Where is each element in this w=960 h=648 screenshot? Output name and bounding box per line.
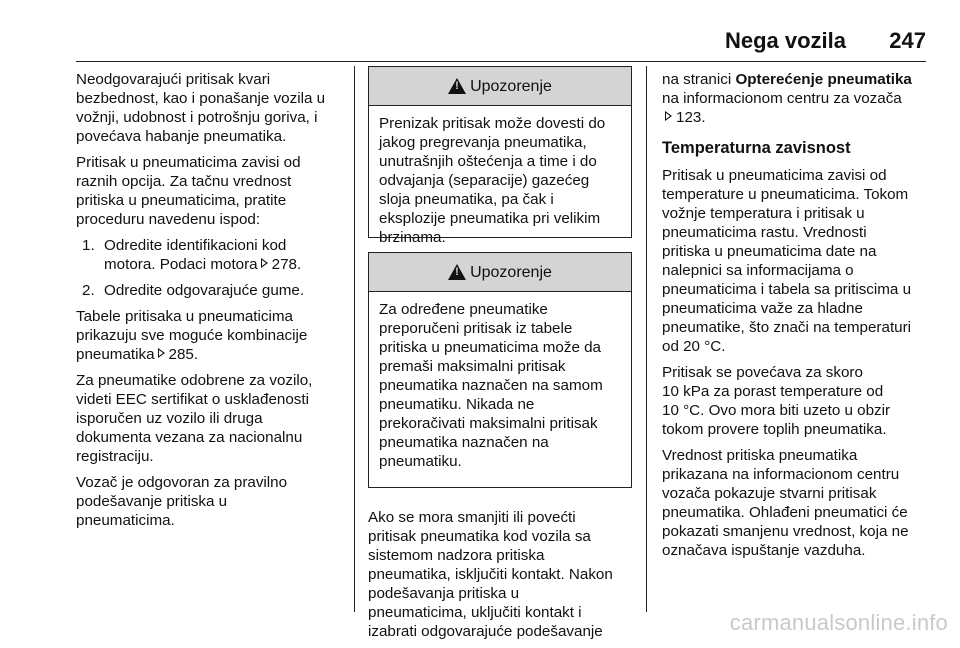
list-item (76, 281, 348, 300)
list-item (76, 236, 348, 274)
reference-arrow-icon (158, 348, 165, 358)
warning-text: Prenizak pritisak može dovesti do jakog pregrevanja pneumatika, unutrašnjih oštećenja a time i do odvajanja (separacije) gazećeg sloja pneumatika, pa čak i eksplozije pneumatika pri velikim brzinama. (379, 115, 606, 246)
paragraph-pressure-tables: Tabele pritisaka u pneumaticima prikazuju sve moguće kombinacije pneumatika 285. (76, 308, 308, 363)
step-text: Odredite identifikacioni kod motora. Podaci motora (104, 237, 287, 273)
paragraph-adjust-pressure: Ako se mora smanjiti ili povećti pritisak pneumatika kod vozila sa sistemom nadzora pritiska pneumatika, isključiti kontakt. Nakon podešavanja pritiska u pneumaticima, uključiti kontakt i izabrati odgovarajuće podešavanje (368, 509, 613, 640)
paragraph-tire-pressure-safety: Neodgovarajući pritisak kvari bezbednost, kao i ponašanje vozila u vožnji, udobnost i potrošnju goriva, i povećava habanje pneumatika. (76, 71, 326, 145)
driver-info-page-link[interactable]: 123. (676, 109, 706, 126)
column-left (76, 70, 348, 537)
reference-arrow-icon (665, 111, 672, 121)
paragraph-tire-load-page: na stranici Opterećenje pneumatika na informacionom centru za vozača 123. (662, 71, 912, 126)
reference-arrow-icon (261, 258, 268, 268)
warning-title: Upozorenje (470, 263, 552, 281)
paragraph-eec-certificate: Za pneumatike odobrene za vozilo, videti EEC sertifikat o usklađenosti isporučen uz vozilo ili druga dokumenta vezana za nacionalnu registraciju. (76, 372, 313, 465)
step-number: 2. (82, 282, 95, 299)
page-number: 247 (889, 28, 926, 53)
page-header (76, 22, 926, 62)
warning-triangle-icon (448, 78, 466, 94)
warning-header (369, 253, 631, 292)
tire-pressure-page-link[interactable]: 285. (168, 346, 199, 363)
warning-box-max-pressure (368, 252, 632, 488)
warning-box-low-pressure (368, 66, 632, 246)
column-right (662, 70, 932, 567)
column-divider-1 (354, 66, 355, 612)
paragraph-temperature-dependence: Pritisak u pneumaticima zavisi od temperature u pneumaticima. Tokom vožnje temperatura i pritisak u pneumaticima rastu. Vrednosti pritiska u pneumaticima date na nalepnici sa informacijama o pneumaticima i tabela sa pritiscima u pneumaticima važe za hladne pneumatike, što znači na temperaturi od 20 °C. (662, 167, 912, 355)
watermark: carmanualsonline.info (729, 610, 948, 635)
warning-triangle-icon (448, 264, 466, 280)
page-title: Nega vozila (724, 28, 846, 53)
column-divider-2 (646, 66, 647, 612)
warning-text: Za određene pneumatike preporučeni pritisak iz tabele pritiska u pneumaticima može da premaši maksimalni pritisak pneumatika naznačen na samom pneumatiku. Nikada ne prekoračivati maksimalni pritisak pneumatika naznačen na pneumatiku. (379, 301, 603, 470)
engine-data-page-link[interactable]: 278. (271, 256, 302, 273)
section-heading: Temperaturna zavisnost (662, 139, 851, 157)
paragraph-displayed-pressure: Vrednost pritiska pneumatika prikazana na informacionom centru vozača pokazuje stvarni pritisak pneumatika. Ohlađeni pneumatici će pokazati smanjenu vrednost, koja ne označava ispuštanje vazduha. (662, 447, 909, 559)
step-text: Odredite odgovarajuće gume. (104, 282, 305, 299)
paragraph-pressure-depends: Pritisak u pneumaticima zavisi od raznih opcija. Za tačnu vrednost pritiska u pneumaticima, pratite proceduru navedenu ispod: (76, 154, 301, 228)
header-rule (76, 61, 926, 62)
column-middle (368, 66, 632, 648)
warning-title: Upozorenje (470, 77, 552, 95)
warning-header (369, 67, 631, 106)
tire-load-setting: Opterećenje pneumatika (735, 71, 912, 88)
paragraph-pressure-increase: Pritisak se povećava za skoro 10 kPa za porast temperature od 10 °C. Ovo mora biti uzeto u obzir tokom provere toplih pneumatika. (662, 364, 891, 438)
step-number: 1. (82, 237, 95, 254)
paragraph-driver-responsibility: Vozač je odgovoran za pravilno podešavanje pritiska u pneumaticima. (76, 474, 288, 529)
procedure-steps (76, 236, 348, 300)
